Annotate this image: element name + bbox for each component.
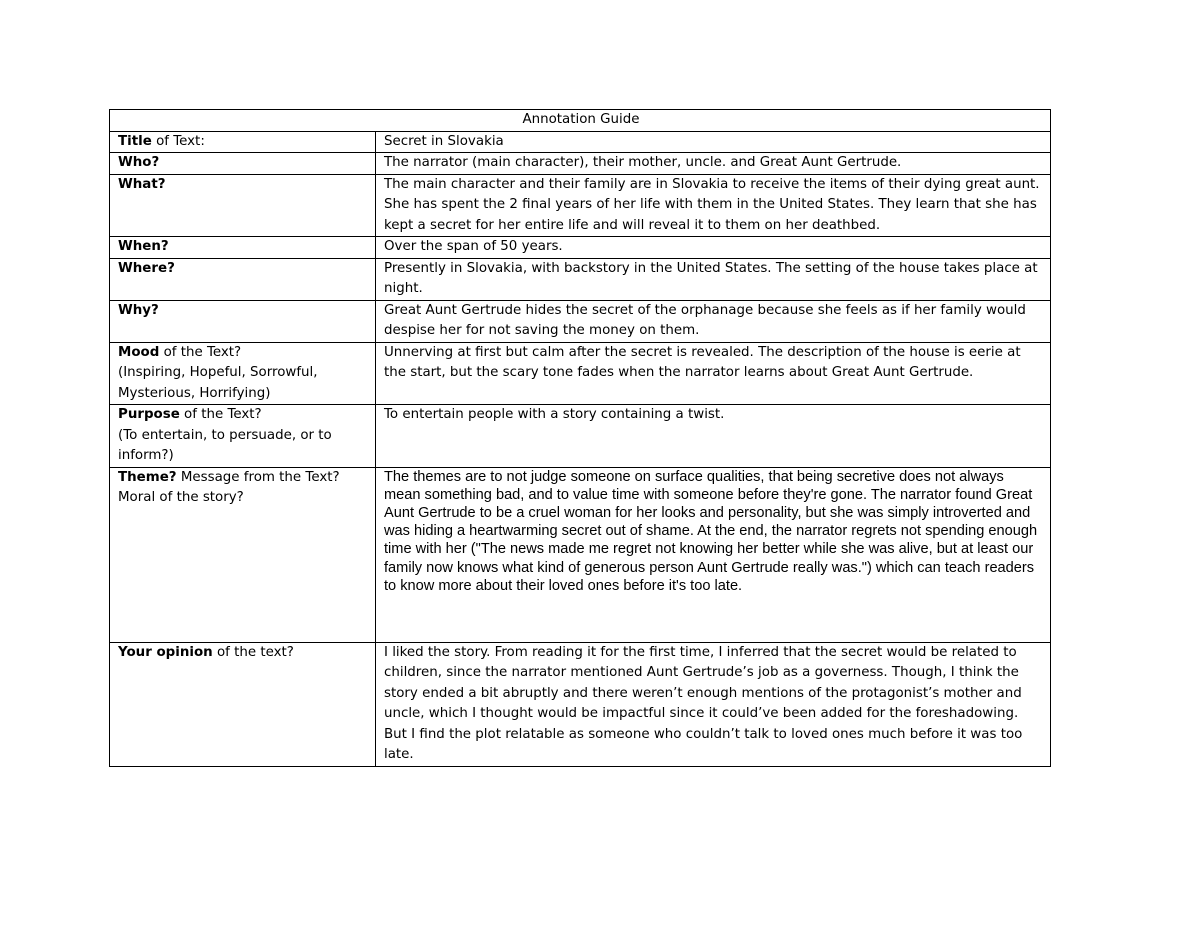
annotation-guide-table bbox=[109, 109, 1051, 767]
label-cell bbox=[110, 405, 376, 468]
label-note: (To entertain, to persuade, or to inform?) bbox=[118, 427, 332, 463]
row-title bbox=[110, 131, 1051, 153]
label-cell bbox=[110, 300, 376, 342]
row-who bbox=[110, 153, 1051, 175]
label-rest: of Text: bbox=[151, 133, 205, 149]
label-bold: Why? bbox=[118, 302, 159, 318]
value-cell: I liked the story. From reading it for the first time, I inferred that the secret would be related to children, since the narrator mentioned Aunt Gertrude’s job as a governess. Though, I think the story ended a bit abruptly and there weren’t enough mentions of the protagonist’s mother and uncle, which I thought would be impactful since it could’ve been added for the foreshadowing. But I find the plot relatable as someone who couldn’t talk to loved ones much before it was too late. bbox=[376, 642, 1051, 766]
label-cell bbox=[110, 153, 376, 175]
value-cell: Secret in Slovakia bbox=[376, 131, 1051, 153]
label-rest: of the Text? bbox=[179, 407, 262, 422]
value-cell: Great Aunt Gertrude hides the secret of the orphanage because she feels as if her family would despise her for not saving the money on them. bbox=[376, 300, 1051, 342]
value-cell: Over the span of 50 years. bbox=[376, 237, 1051, 259]
label-bold: Title bbox=[118, 133, 152, 149]
value-cell: The narrator (main character), their mother, uncle. and Great Aunt Gertrude. bbox=[376, 153, 1051, 175]
label-cell bbox=[110, 258, 376, 300]
label-bold: Mood bbox=[118, 344, 160, 360]
row-theme bbox=[110, 467, 1051, 642]
label-cell bbox=[110, 131, 376, 153]
value-cell: Unnerving at first but calm after the secret is revealed. The description of the house is eerie at the start, but the scary tone fades when the narrator learns about Great Aunt Gertrude. bbox=[376, 342, 1051, 405]
label-cell bbox=[110, 174, 376, 237]
row-purpose bbox=[110, 405, 1051, 468]
value-cell: Presently in Slovakia, with backstory in the United States. The setting of the house takes place at night. bbox=[376, 258, 1051, 300]
row-opinion bbox=[110, 642, 1051, 766]
row-mood bbox=[110, 342, 1051, 405]
label-note: Moral of the story? bbox=[118, 490, 244, 505]
label-bold: Your opinion bbox=[118, 644, 213, 660]
table-title: Annotation Guide bbox=[110, 110, 1051, 132]
row-when bbox=[110, 237, 1051, 259]
table-title-row bbox=[110, 110, 1051, 132]
value-cell: The main character and their family are in Slovakia to receive the items of their dying great aunt. She has spent the 2 final years of her life with them in the United States. They learn that she has kept a secret for her entire life and will reveal it to them on her deathbed. bbox=[376, 174, 1051, 237]
label-bold: Purpose bbox=[118, 407, 180, 422]
label-bold: Theme? bbox=[118, 469, 177, 485]
label-rest: of the text? bbox=[212, 644, 294, 660]
value-cell: The themes are to not judge someone on surface qualities, that being secretive does not always mean something bad, and to value time with someone before they're gone. The narrator found Great Aunt Gertrude to be a cruel woman for her looks and personality, but she was simply introverted and was hiding a heartwarming secret out of shame. At the end, the narrator regrets not spending enough time with her ("The news made me regret not knowing her better while she was alive, but at least our family now knows what kind of generous person Aunt Gertrude really was.") which can teach readers to know more about their loved ones before it's too late. bbox=[376, 467, 1051, 642]
label-cell bbox=[110, 342, 376, 405]
label-rest: of the Text? bbox=[159, 344, 242, 360]
label-cell bbox=[110, 237, 376, 259]
label-cell bbox=[110, 642, 376, 766]
row-what bbox=[110, 174, 1051, 237]
label-rest: Message from the Text? bbox=[176, 469, 340, 485]
label-bold: Who? bbox=[118, 155, 160, 170]
row-where bbox=[110, 258, 1051, 300]
row-why bbox=[110, 300, 1051, 342]
label-bold: When? bbox=[118, 239, 169, 254]
label-note: (Inspiring, Hopeful, Sorrowful, Mysterious, Horrifying) bbox=[118, 365, 318, 401]
label-bold: What? bbox=[118, 176, 166, 192]
label-cell bbox=[110, 467, 376, 642]
label-bold: Where? bbox=[118, 260, 175, 276]
value-cell: To entertain people with a story containing a twist. bbox=[376, 405, 1051, 468]
